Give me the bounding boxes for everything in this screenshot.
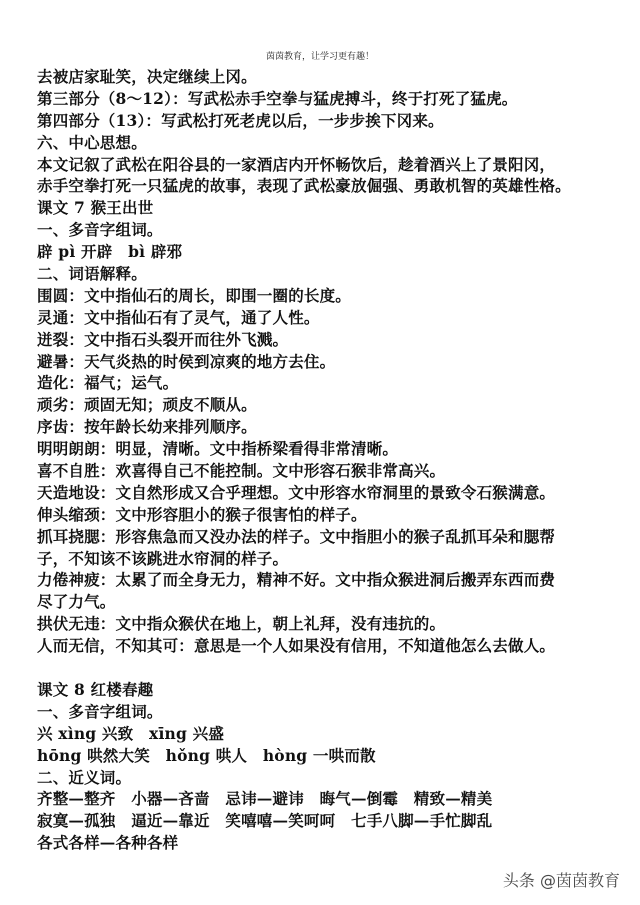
section-heading: 一、多音字组词。 <box>37 220 163 240</box>
text-line: hōng 哄然大笑 hǒng 哄人 hòng 一哄而散 <box>37 745 376 765</box>
section-heading: 六、中心思想。 <box>37 132 147 152</box>
text-line: 子，不知该不该跳进水帘洞的样子。 <box>37 548 289 568</box>
text-line: 拱伏无违：文中指众猴伏在地上，朝上礼拜，没有违抗的。 <box>37 614 446 634</box>
text-line: 避暑：天气炎热的时侯到凉爽的地方去住。 <box>37 351 336 371</box>
text-line: 寂寞—孤独 逼近—靠近 笑嘻嘻—笑呵呵 七手八脚—手忙脚乱 <box>37 811 493 831</box>
text-line: 各式各样—各种各样 <box>37 833 179 853</box>
text-line: 第四部分（13）：写武松打死老虎以后，一步步挨下冈来。 <box>37 110 444 130</box>
text-line: 尽了力气。 <box>37 592 116 612</box>
text-line: 赤手空拳打死一只猛虎的故事，表现了武松豪放倔强、勇敢机智的英雄性格。 <box>37 176 571 196</box>
document-body <box>37 66 617 854</box>
text-line: 伸头缩颈：文中形容胆小的猴子很害怕的样子。 <box>37 504 367 524</box>
page-header: 茵茵教育，让学习更有趣！ <box>265 52 374 62</box>
text-line: 齐整—整齐 小器—吝啬 忌讳—避讳 晦气—倒霉 精致—精美 <box>37 789 493 809</box>
blank-line <box>37 657 617 679</box>
text-line: 抓耳挠腮：形容焦急而又没办法的样子。文中指胆小的猴子乱抓耳朵和腮帮 <box>37 526 556 546</box>
text-line: 明明朗朗：明显，清晰。文中指桥梁看得非常清晰。 <box>37 439 399 459</box>
section-heading: 一、多音字组词。 <box>37 701 163 721</box>
text-line: 顽劣：顽固无知；顽皮不顺从。 <box>37 395 257 415</box>
section-heading: 二、近义词。 <box>37 767 132 787</box>
text-line: 造化：福气；运气。 <box>37 373 179 393</box>
text-line: 迸裂：文中指石头裂开而往外飞溅。 <box>37 329 289 349</box>
text-line: 力倦神疲：太累了而全身无力，精神不好。文中指众猴进洞后搬弄东西而费 <box>37 570 556 590</box>
text-line: 第三部分（8～12）：写武松赤手空拳与猛虎搏斗，终于打死了猛虎。 <box>37 88 518 108</box>
text-line: 本文记叙了武松在阳谷县的一家酒店内开怀畅饮后，趁着酒兴上了景阳冈， <box>37 154 556 174</box>
text-line: 灵通：文中指仙石有了灵气，通了人性。 <box>37 307 320 327</box>
text-line: 兴 xìng 兴致 xīng 兴盛 <box>37 723 225 743</box>
lesson-title: 课文 7 猴王出世 <box>37 198 154 218</box>
text-line: 辟 pì 开辟 bì 辟邪 <box>37 242 183 262</box>
text-line: 去被店家耻笑，决定继续上冈。 <box>37 67 257 86</box>
text-line: 天造地设：文自然形成又合乎理想。文中形容水帘洞里的景致令石猴满意。 <box>37 482 556 502</box>
section-heading: 二、词语解释。 <box>37 264 147 284</box>
text-line: 序齿：按年龄长幼来排列顺序。 <box>37 417 257 437</box>
watermark-footer: 头条 @茵茵教育 <box>502 871 620 890</box>
lesson-title: 课文 8 红楼春趣 <box>37 679 154 699</box>
text-line: 喜不自胜：欢喜得自己不能控制。文中形容石猴非常高兴。 <box>37 461 446 481</box>
text-line: 人而无信，不知其可：意思是一个人如果没有信用，不知道他怎么去做人。 <box>37 636 556 656</box>
text-line: 围圆：文中指仙石的周长，即围一圈的长度。 <box>37 285 352 305</box>
